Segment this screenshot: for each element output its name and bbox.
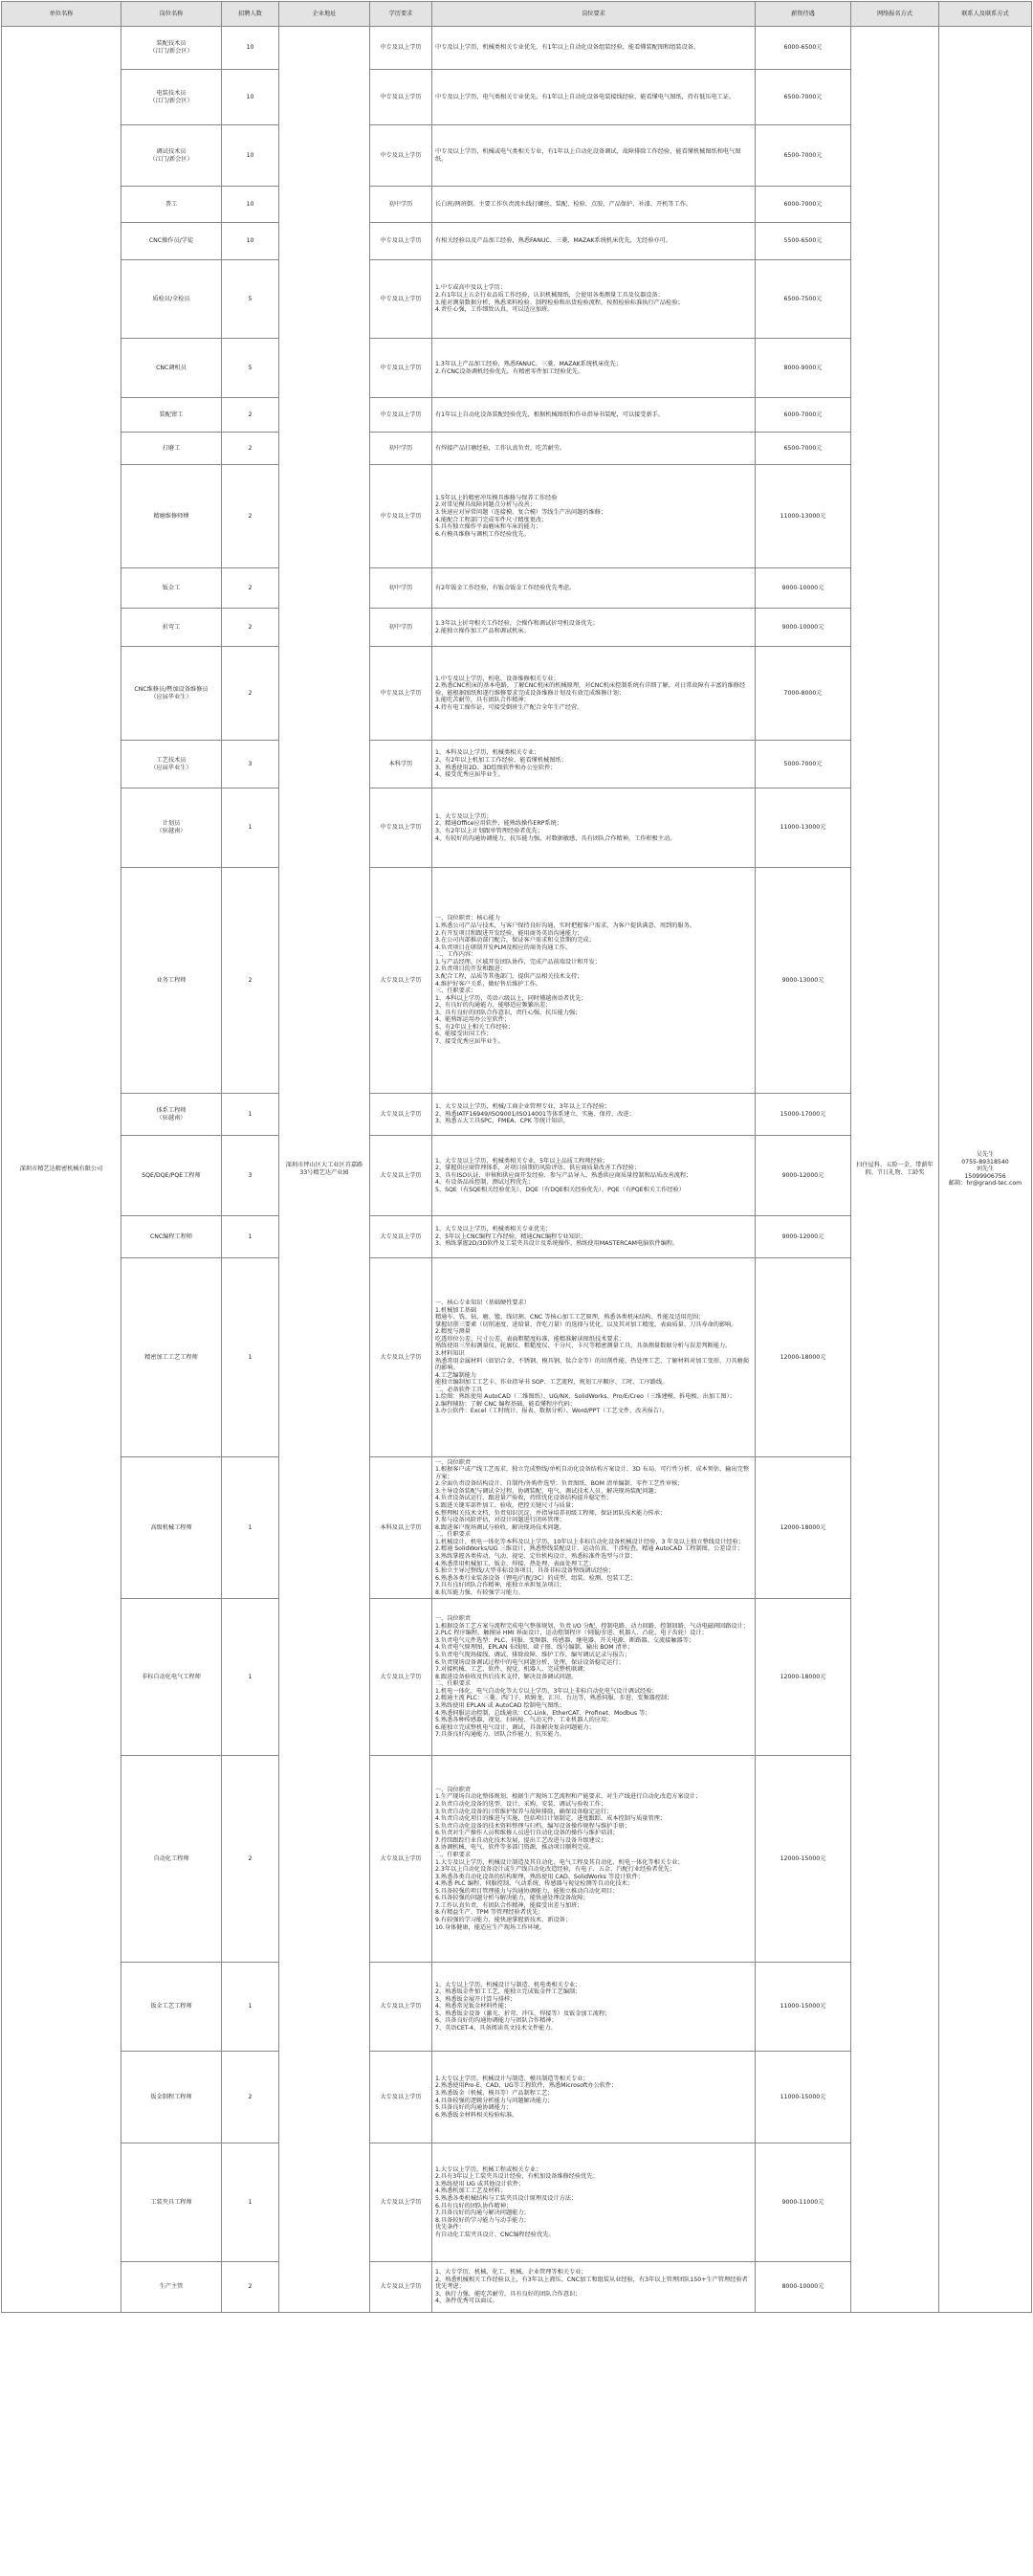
headcount-cell: 2	[222, 465, 279, 568]
job-title-cell: 生产主管	[121, 2262, 222, 2313]
salary-cell: 6500-7500元	[756, 260, 851, 339]
education-cell: 中专及以上学历	[370, 398, 432, 433]
job-title-cell: CNC编程工程师	[121, 1216, 222, 1258]
requirements-cell: 一、岗位职责 1.根据客户或产线工艺需求，独立完成整线/单机自动化设备结构方案设计、3D 布局、可行性分析、成本预估，输出完整方案； 2.全面负责设备结构设计、自制件/外购件选型；负责图纸、BOM 清单编制、零件工艺性审核； 3.主导设备装配与调试全过程，协调装配、电气、调试技术人员、解决现场装配问题； 4.负责设备试运行、跟进量产验收，持续优化设备结构提升稳定性； 5.跟进关键零部件加工、验收，把控关键尺寸与质量； 6.整理相关技术文档，负责知识沉淀，并指导培养初级工程师，保证团队技术能力传承； 7.参与设备风险评估，对设计问题进行闭环管理； 8.跟进客户现场调试与验收，解决现场技术问题。 二、任职要求 1.机械设计、机电一体化等本科及以上学历，10年以上非标自动化设备机械设计经验，3 年及以上独立整线设计经验； 2.精通 SolidWorks/UG 三维设计，熟悉整线装配设计、运动仿真、干涉检查，精通 AutoCAD 工程制图，公差设计； 3.熟练掌握各类传动、气动、视觉、定位机构设计，熟悉标准件选型与计算； 4.熟悉常用机械加工、钣金、焊接、热处理、表面处理工艺； 5.独立主导过整线/大型非标设备项目，具备非标设备整线调试经验； 6.熟悉各类行业装备设备（锂电/汽配/3C）的成型、组装、检测、包装工艺； 7.具有良好团队合作精神，能独立承担复杂项目； 8.抗压能力强，有较强学习能力。	[432, 1457, 756, 1599]
education-cell: 中专及以上学历	[370, 223, 432, 260]
job-title-cell: 自动化工程师	[121, 1756, 222, 1963]
job-title-cell: 钣金工艺工程师	[121, 1963, 222, 2052]
salary-cell: 12000-18000元	[756, 1599, 851, 1756]
requirements-cell: 1.大专以上学历，机械工程或相关专业； 2.具有3年以上工装夹具设计经验，有机加设备维修经验优先； 3.熟练使用 UG 或其他设计软件； 4.熟悉机加工工艺及材料； 5.熟悉各类机械结构与工装夹具设计原理及设计方法； 6.具有良好的团队协作精神； 7.具备良好的沟通与解决问题能力； 8.具备较好的学习能力与动手能力； 优先条件： 有自动化工装夹具设计、CNC编程经验优先。	[432, 2143, 756, 2262]
job-title-cell: 普工	[121, 187, 222, 223]
requirements-cell: 一、岗位职责 1.生产现场自动化整体规划，根据生产现场工艺流程和产能要求，对生产线进行自动化改造方案设计； 2.负责自动化设备的选型、设计、采购、安装、调试与验收工作； 3.负责自动化设备的日常维护保养与故障排除，确保设备稳定运行； 4.负责自动化项目的推进与实施，包括项目计划制定、进度跟踪、成本控制与质量管理； 5.负责自动化设备的技术资料整理与归档，编写设备操作规程与维护手册； 6.负责对生产操作人员和维修人员进行自动化设备的操作与维护培训； 7.持续跟踪行业自动化技术发展，提出工艺改进与设备升级建议； 8.协调机械、电气、软件等多部门资源，推动项目顺利完成。 二、任职要求 1.大专及以上学历，机械设计制造及其自动化、电气工程及其自动化、机电一体化等相关专业； 2.3年以上自动化设备设计或生产线自动化改造经验，有电子、五金、汽配行业经验者优先； 3.熟悉各类自动化设备的结构原理，熟练使用 CAD、SolidWorks 等设计软件； 4.熟悉 PLC 编程、伺服控制、气动系统、传感器与视觉检测等自动化技术； 5.具备较强的项目管理能力与沟通协调能力，能独立推动自动化项目； 6.具备较强的问题分析与解决能力，能快速处理设备故障； 7.工作认真负责，有团队合作精神，能接受出差与加班； 8.有精益生产、TPM 等管理经验者优先； 9.有较强的学习能力，能快速掌握新技术、新设备； 10.身体健康，能适应生产现场工作环境。	[432, 1756, 756, 1963]
job-title-cell: CNC调机员	[121, 339, 222, 398]
headcount-cell: 2	[222, 2052, 279, 2143]
education-cell: 初中学历	[370, 568, 432, 609]
headcount-cell: 2	[222, 609, 279, 647]
salary-cell: 5000-7000元	[756, 741, 851, 788]
headcount-cell: 2	[222, 868, 279, 1094]
requirements-cell: 1、大专及以上学历，机械类相关专业优先； 2、5年以上CNC编程工作经验，精通CNC编程专业知识； 3、熟练掌握2D/3D软件及工装夹具设计及系统操作，熟练使用MASTERCAM电脑软件编程。	[432, 1216, 756, 1258]
requirements-cell: 1.5年以上的精密冲压模具维修与保养工作经验 2.对常见模具故障问题点分析与改善； 3.快速应对异常问题（连接模、复合模）等线生产出问题的维修； 4.能配合工程部门完成零件尺寸精度更改； 5.具有独立操作平面磨床和车床的能力； 6.有模具维修与调机工作经验优先。	[432, 465, 756, 568]
job-title-cell: 非标自动化电气工程师	[121, 1599, 222, 1756]
education-cell: 大专及以上学历	[370, 2052, 432, 2143]
salary-cell: 8000-10000元	[756, 2262, 851, 2313]
signup-method-cell: 扫住屋科、五险一金、带薪年假、节日礼物、工龄奖	[851, 27, 939, 2313]
job-title-cell: SQE/DQE/PQE工程师	[121, 1136, 222, 1216]
education-cell: 中专及以上学历	[370, 339, 432, 398]
header-row	[2, 2, 1032, 27]
requirements-cell: 1、大专以上学历，机械设计与制造、机电类相关专业； 2、熟悉钣金件加工工艺，能独立完成钣金件工艺编制； 3、熟悉钣金展开计算与排样； 4、熟悉常见钣金材料性能； 5、熟悉钣金设备（激光、折弯、冲压、焊接等）及钣金加工流程； 6、具备良好的沟通协调能力与团队合作精神； 7、英语CET-4，具备阅读英文技术文件能力。	[432, 1963, 756, 2052]
job-title-cell: 工艺技术员 （应届毕业生）	[121, 741, 222, 788]
requirements-cell: 一、岗位职责：核心能力 1.熟悉公司产品与技术，与客户保持良好沟通，实时把握客户需求，为客户提供满意、周到的服务。 2.有开发项目和跟进开发经验、能用商务英语沟通能力； 3.在公司内部推动部门配合，保证客户需求和交货期的完成； 4.负责项目在研制开发PLM及相应的商务沟通工作。 二、工作内容： 1.与产品经理、区域开发团队协作，完成产品前端设计和开发； 2.负责项目的开发和跟进； 3.配合工程，品质等其他部门，提供产品相关技术支持； 4.维护好客户关系，做好售后维护工作。 三、任职要求： 1、本科以上学历，英语六级以上，同时懂越南语者优先； 2、有良好的沟通能力，能够适应频繁出差； 3、具有良好的团队合作意识、责任心强，抗压能力强； 4、能熟练运用办公室软件； 5、有2年以上相关工作经验； 6、能接受出国工作； 7、接受优秀应届毕业生。	[432, 868, 756, 1094]
header-cell: 岗位要求	[432, 2, 756, 27]
job-title-cell: 计划员 （驻越南）	[121, 788, 222, 868]
headcount-cell: 10	[222, 27, 279, 70]
job-title-cell: 电装技术员 （江门/新会区）	[121, 70, 222, 125]
requirements-cell: 有相关经验以及产品加工经验，熟悉FANUC、三菱、MAZAK系统机床优先，无经验亦可。	[432, 223, 756, 260]
education-cell: 中专及以上学历	[370, 260, 432, 339]
headcount-cell: 2	[222, 398, 279, 433]
salary-cell: 6500-7000元	[756, 70, 851, 125]
job-title-cell: 钣金制程工程师	[121, 2052, 222, 2143]
header-cell: 薪资待遇	[756, 2, 851, 27]
salary-cell: 9000-13000元	[756, 868, 851, 1094]
education-cell: 大专及以上学历	[370, 1094, 432, 1136]
company-address-cell: 深圳市坪山区大工业区首嘉路33号精艺达产业园	[279, 27, 370, 2313]
salary-cell: 6000-7000元	[756, 187, 851, 223]
table-row	[2, 27, 1032, 70]
salary-cell: 11000-13000元	[756, 465, 851, 568]
education-cell: 大专及以上学历	[370, 2262, 432, 2313]
education-cell: 中专及以上学历	[370, 27, 432, 70]
company-name-cell: 深圳市精艺达精密机械有限公司	[2, 27, 121, 2313]
job-title-cell: 折弯工	[121, 609, 222, 647]
job-title-cell: 高级机械工程师	[121, 1457, 222, 1599]
headcount-cell: 2	[222, 2262, 279, 2313]
headcount-cell: 5	[222, 339, 279, 398]
education-cell: 大专及以上学历	[370, 1756, 432, 1963]
requirements-cell: 中专及以上学历，机械类相关专业优先，有1年以上自动化设备组装经验，能看懂装配图和组装设备。	[432, 27, 756, 70]
headcount-cell: 1	[222, 1457, 279, 1599]
requirements-cell: 1.3年以上产品加工经验，熟悉FANUC、三菱、MAZAK系统机床优先； 2.有CNC设备调机经验优先，有精密零件加工经验优先。	[432, 339, 756, 398]
header-cell: 学历要求	[370, 2, 432, 27]
job-title-cell: 质检员/全检员	[121, 260, 222, 339]
education-cell: 大专及以上学历	[370, 1258, 432, 1457]
job-title-cell: 钣金工	[121, 568, 222, 609]
header-cell: 岗位名称	[121, 2, 222, 27]
requirements-cell: 一、核心专业知识（基础硬性要求） 1.机械加工基础 精通车、铣、钻、磨、镗、线切割、CNC 等核心加工工艺原理，熟悉各类机床结构、性能及适用范围； 掌握切削三要素（切削速度、进给量、背吃刀量）的选择与优化，以及其对加工精度、表面质量、刀具寿命的影响。 2.精度与测量 吃透形位公差、尺寸公差、表面粗糙度标准，能精准解读图纸技术要求； 熟练使用三坐标测量仪、轮廓仪、粗糙度仪、千分尺、卡尺等精密测量工具，具备测量数据分析与误差判断能力。 3.材料知识 熟悉常用金属材料（如铝合金、不锈钢、模具钢、钛合金等）的切削性能、热处理工艺，了解材料对加工变形、刀具磨损的影响。 4.工艺编制能力 能独立编制加工工艺卡、作业指导书 SOP、工艺流程，规划工序顺序、工时、工序路线。 二、必备软件工具 1.绘图：熟练使用 AutoCAD（二维图纸）、UG/NX、SolidWorks、Pro/E/Creo（三维建模、拆电极、出加工图）； 2.编程辅助：了解 CNC 编程基础、能看懂程序代码； 3.办公软件：Excel（工时统计、报表、数据分析）、Word/PPT（工艺文件、改善报告）。	[432, 1258, 756, 1457]
education-cell: 初中学历	[370, 187, 432, 223]
requirements-cell: 1.中专及以上学历，机电、设备维修相关专业； 2.熟悉CNC机床的基本电路，了解CNC机床的机械原理，对CNC机床控制系统有详细了解，对日常故障有丰富的维修经验，能根据图纸和遂行维修要求完成设备维修计划及有效完成维修计划； 3.能吃苦耐劳，具有团队合作精神； 4.持有电工操作证，可接受倒班生产配合全年生产经营。	[432, 647, 756, 741]
salary-cell: 9000-12000元	[756, 1216, 851, 1258]
salary-cell: 6000-6500元	[756, 27, 851, 70]
education-cell: 中专及以上学历	[370, 647, 432, 741]
education-cell: 中专及以上学历	[370, 125, 432, 187]
salary-cell: 12000-18000元	[756, 1457, 851, 1599]
job-title-cell: 精磨维修师傅	[121, 465, 222, 568]
requirements-cell: 1.中专或高中及以上学历； 2.有1年以上五金行业品质工作经验，认识机械图纸，会使用各类测量工具及仪器设备； 3.能对测量数据分析，熟悉来料检验、制程检验和出货检验流程，按照检验标准执行产品检验； 4.责任心强，工作细致认真，可以适应加班。	[432, 260, 756, 339]
requirements-cell: 1、大专及以上学历，机械类相关专业，5年以上品质工程师经验； 2、掌握供应商管理体系，对项目前期的风险评估、供应商质量改善工作经验； 3、具有ISO认证、审核和供应商开发经验、参与产品导入、熟悉供应商质量控制和品质改善流程； 4、有设备品质控制、测试过程优先； 5、SQE（有SQE相关经验优先）、DQE（有DQE相关经验优先）、PQE（有PQE相关工作经验）	[432, 1136, 756, 1216]
requirements-cell: 长白班/两班倒。主要工作负责流水线打螺丝、装配、检验、点胶、产品保护、补漆、开机等工作。	[432, 187, 756, 223]
job-title-cell: CNC维修员/暨加设备维修员 （应届毕业生）	[121, 647, 222, 741]
salary-cell: 15000-17000元	[756, 1094, 851, 1136]
education-cell: 本科及以上学历	[370, 1457, 432, 1599]
requirements-cell: 1、大专学历，机械、化工、机械、企业管理等相关专业； 2、熟悉机械相关工作经验以上，有3年以上液压、CNC加工和组装从业经验，有3年以上管理团队150+生产管理经验者优先考虑； 3、执行力强，能吃苦耐劳，具有良好的团队合作意识； 4、条件优秀可以面议。	[432, 2262, 756, 2313]
headcount-cell: 10	[222, 125, 279, 187]
education-cell: 本科学历	[370, 741, 432, 788]
salary-cell: 11000-15000元	[756, 2052, 851, 2143]
headcount-cell: 10	[222, 187, 279, 223]
education-cell: 中专及以上学历	[370, 788, 432, 868]
job-title-cell: 工装夹具工程师	[121, 2143, 222, 2262]
requirements-cell: 1、大专及以上学历； 2、精通Office应用软件，能熟练操作ERP系统； 3、有2年以上计划跟单管理经验者优先； 4、有较好的沟通协调能力，抗压能力强，对数据敏感、具有团队合作精神，工作积极主动。	[432, 788, 756, 868]
headcount-cell: 5	[222, 260, 279, 339]
job-title-cell: 调试技术员 （江门/新会区）	[121, 125, 222, 187]
headcount-cell: 1	[222, 1094, 279, 1136]
education-cell: 大专及以上学历	[370, 1136, 432, 1216]
requirements-cell: 1.大专以上学历，机械设计与制造、模具制造等相关专业； 2.熟悉使用Pro-E、CAD、UG等工程软件，熟悉Microsoft办公软件； 3.熟悉钣金（机械、模具等）产品制程工艺； 4.具备较强的逻辑分析能力与问题解决能力； 5.具备良好的沟通协调能力； 6.熟悉钣金材料相关检验标准。	[432, 2052, 756, 2143]
salary-cell: 12000-18000元	[756, 1258, 851, 1457]
requirements-cell: 有焊接产品打磨经验，工作认真负责，吃苦耐劳。	[432, 433, 756, 465]
salary-cell: 6500-7000元	[756, 125, 851, 187]
job-title-cell: 精密加工工艺工程师	[121, 1258, 222, 1457]
job-title-cell: 业务工程师	[121, 868, 222, 1094]
requirements-cell: 有1年以上自动化设备装配经验优先，根据机械图纸和作业指导书装配，可以接受新手。	[432, 398, 756, 433]
job-title-cell: 装配技术员 （江门/新会区）	[121, 27, 222, 70]
salary-cell: 11000-13000元	[756, 788, 851, 868]
jobs-table-body	[2, 27, 1032, 2313]
recruitment-sheet	[1, 1, 1031, 2574]
contact-cell: 吴先生 0755-89318540 刘先生 15099906756 邮箱：hr@grand-tec.com	[939, 27, 1032, 2313]
job-title-cell: 体系工程师 （驻越南）	[121, 1094, 222, 1136]
headcount-cell: 10	[222, 223, 279, 260]
header-cell: 招聘人数	[222, 2, 279, 27]
requirements-cell: 一、岗位职责 1.根据设备工艺方案与流程完成电气整体规划，负责 I/O 分配、控制电路、动力回路、控制回路、气动电磁阀回路设计； 2.PLC 程序编程，触摸屏 HMI 界面设计，运动控制程序（伺服/步进、机器人、凸轮、电子齿轮）设计； 3.负责电气元件选型：PLC、伺服、变频器、传感器、继电器、开关电源、断路器、交流接触器等； 4.负责电气原理图、EPLAN 布线图、端子图、线号编制，输出 BOM 清单； 5.负责电气现场接线、调试、排除故障、维护工作，编写调试记录与报告； 6.负责现场设备调试过程中的电气问题分析、处理，保证设备稳定运行； 7.对接机械、工艺、软件、视觉、机器人，完成整机联调； 8.跟进设备验收及售后技术支持，解决设备调试问题。 二、任职要求 1.机电一体化、电气自动化等大专以上学历，3年以上非标自动化电气设计调试经验； 2.精通主流 PLC：三菱、西门子、欧姆龙、汇川、台达等，熟悉伺服、步进、变频器控制； 3.熟练使用 EPLAN 或 AutoCAD 绘制电气图纸； 4.熟悉伺服运动控制、总线通讯：CC-Link、EtherCAT、Profinet、Modbus 等； 5.熟悉各种传感器、视觉、扫码枪、气动元件、工业机器人的应用； 6.能独立完成整机电气设计、调试，具备解决复杂问题能力； 7.具备良好沟通能力、团队合作能力、抗压能力。	[432, 1599, 756, 1756]
education-cell: 大专及以上学历	[370, 1963, 432, 2052]
education-cell: 大专及以上学历	[370, 1599, 432, 1756]
education-cell: 初中学历	[370, 433, 432, 465]
requirements-cell: 1、大专及以上学历，机械/工商企业管理专业，3年以上工作经验； 2、熟悉IATF16949/ISO9001/ISO14001等体系建立、实施、保持、改进； 3、熟悉五大工具SPC、FMEA、CPK 等统计知识。	[432, 1094, 756, 1136]
education-cell: 中专及以上学历	[370, 70, 432, 125]
headcount-cell: 2	[222, 1756, 279, 1963]
requirements-cell: 1.3年以上折弯相关工作经验，会操作和调试折弯机设备优先； 2.能独立操作加工产品和调试机床。	[432, 609, 756, 647]
job-title-cell: 打磨工	[121, 433, 222, 465]
headcount-cell: 2	[222, 568, 279, 609]
job-title-cell: CNC操作员/学徒	[121, 223, 222, 260]
headcount-cell: 1	[222, 1599, 279, 1756]
requirements-cell: 1、本科及以上学历，机械类相关专业； 2、有2年以上机加工工作经验，能看懂机械图纸； 3、熟悉使用2D、3D绘图软件和办公室软件； 4、接受优秀应届毕业生。	[432, 741, 756, 788]
requirements-cell: 有2年钣金工作经验，有钣金钣金工作经验优先考虑。	[432, 568, 756, 609]
jobs-table	[1, 1, 1032, 2313]
salary-cell: 9000-10000元	[756, 609, 851, 647]
headcount-cell: 3	[222, 1136, 279, 1216]
headcount-cell: 1	[222, 1216, 279, 1258]
requirements-cell: 中专及以上学历，电气类相关专业优先，有1年以上自动化设备电装接线经验，能看懂电气图纸，持有低压电工证。	[432, 70, 756, 125]
education-cell: 大专及以上学历	[370, 1216, 432, 1258]
headcount-cell: 1	[222, 1963, 279, 2052]
education-cell: 大专及以上学历	[370, 2143, 432, 2262]
headcount-cell: 2	[222, 647, 279, 741]
education-cell: 初中学历	[370, 609, 432, 647]
salary-cell: 9000-11000元	[756, 2143, 851, 2262]
salary-cell: 6500-7000元	[756, 433, 851, 465]
salary-cell: 5500-6500元	[756, 223, 851, 260]
salary-cell: 12000-15000元	[756, 1756, 851, 1963]
requirements-cell: 中专及以上学历，机械或电气类相关专业，有1年以上自动化设备调试、故障排除工作经验，能看懂机械图纸和电气图纸。	[432, 125, 756, 187]
header-cell: 网络报名方式	[851, 2, 939, 27]
salary-cell: 11000-15000元	[756, 1963, 851, 2052]
education-cell: 大专及以上学历	[370, 868, 432, 1094]
salary-cell: 6000-7000元	[756, 398, 851, 433]
salary-cell: 7000-8000元	[756, 647, 851, 741]
header-cell: 联系人及联系方式	[939, 2, 1032, 27]
job-title-cell: 装配钳工	[121, 398, 222, 433]
headcount-cell: 10	[222, 70, 279, 125]
headcount-cell: 3	[222, 741, 279, 788]
headcount-cell: 2	[222, 433, 279, 465]
salary-cell: 9000-10000元	[756, 568, 851, 609]
header-cell: 单位名称	[2, 2, 121, 27]
headcount-cell: 1	[222, 788, 279, 868]
headcount-cell: 1	[222, 1258, 279, 1457]
header-cell: 企业地址	[279, 2, 370, 27]
headcount-cell: 1	[222, 2143, 279, 2262]
education-cell: 中专及以上学历	[370, 465, 432, 568]
salary-cell: 9000-12000元	[756, 1136, 851, 1216]
salary-cell: 8000-9000元	[756, 339, 851, 398]
